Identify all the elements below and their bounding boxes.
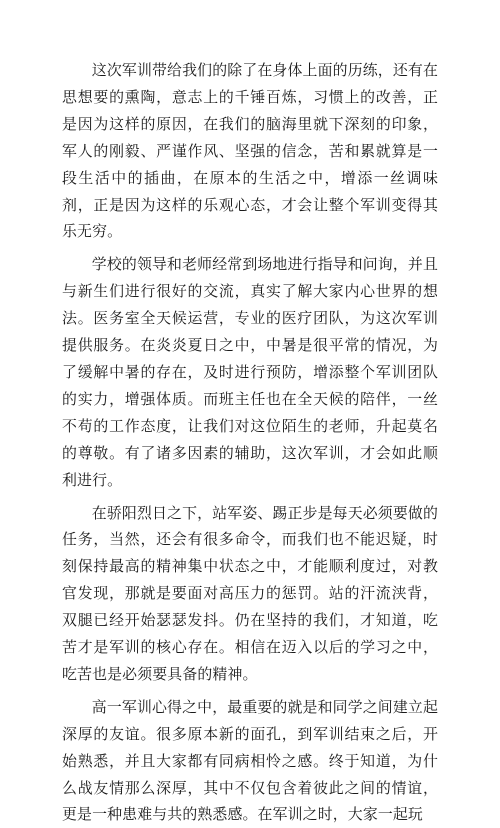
paragraph-3: 在骄阳烈日之下，站军姿、踢正步是每天必须要做的任务，当然，还会有很多命令，而我们也不能迟疑，时刻保持最高的精神集中状态之中，才能顺利度过，对教官发现，那就是要面对高压力的惩罚。站的汗流浃背，双腿已经开始瑟瑟发抖。仍在坚持的我们，才知道，吃苦才是军训的核心存在。相信在迈入以后的学习之中，吃苦也是必须要具备的精神。 bbox=[62, 503, 438, 683]
paragraph-2: 学校的领导和老师经常到场地进行指导和问询，并且与新生们进行很好的交流，真实了解大家内心世界的想法。医务室全天候运营，专业的医疗团队，为这次军训提供服务。在炎炎夏日之中，中暑是很平常的情况，为了缓解中暑的存在，及时进行预防，增添整个军训团队的实力，增强体质。而班主任也在全天候的陪伴，一丝不苟的工作态度，让我们对这位陌生的老师，升起莫名的尊敬。有了诸多因素的辅助，这次军训，才会如此顺利进行。 bbox=[62, 255, 438, 489]
paragraph-4: 高一军训心得之中，最重要的就是和同学之间建立起深厚的友谊。很多原本新的面孔，到军训结束之后，开始熟悉，并且大家都有同病相怜之感。终于知道，为什么战友情那么深厚，其中不仅包含着彼此之间的情谊，更是一种患难与共的熟悉感。在军训之时，大家一起玩 bbox=[62, 697, 438, 824]
paragraph-1: 这次军训带给我们的除了在身体上面的历练，还有在思想要的熏陶，意志上的千锤百炼，习惯上的改善，正是因为这样的原因，在我们的脑海里就下深刻的印象，军人的刚毅、严谨作风、坚强的信念，苦和累就算是一段生活中的插曲，在原本的生活之中，增添一丝调味剂，正是因为这样的乐观心态，才会让整个军训变得其乐无穷。 bbox=[62, 61, 438, 241]
document-body bbox=[62, 57, 438, 828]
